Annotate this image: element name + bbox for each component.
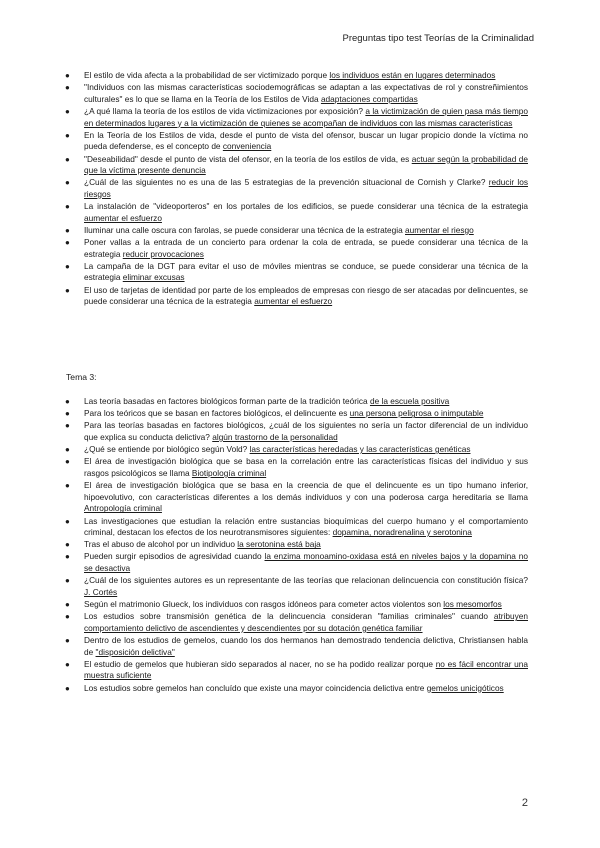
list-item [65, 599, 528, 611]
answer-text: no es fácil encontrar una muestra suficiente [84, 658, 528, 681]
answer-text: a la victimización de quien pasa más tiempo en determinados lugares y a la victimización de quienes se acompañan de individuos con las mismas características [84, 105, 528, 128]
bullet-icon: ● [65, 600, 70, 610]
list-item [65, 237, 528, 260]
list-item [65, 129, 528, 153]
bullet-icon: ● [65, 154, 70, 164]
question-text: En la Teoría de los Estilos de vida, desde el punto de vista del ofensor, buscar un lugar propicio donde la víctima no pueda defenderse, es el concepto de [84, 129, 528, 152]
bullet-icon: ● [65, 612, 70, 622]
answer-text: J. Cortés [84, 586, 118, 597]
question-text: Para las teorías basadas en factores biológicos, ¿cuál de los siguientes no sería un factor diferencial de un individuo que explica su conducta delictiva? [84, 420, 528, 442]
list-item [65, 635, 528, 658]
question-text: ¿A qué llama la teoría de los estilos de vida victimizaciones por exposición? [84, 105, 366, 116]
question-text: Dentro de los estudios de gemelos, cuando los dos hermanos han demostrado tendencia delictiva, Christiansen habla de [84, 635, 528, 657]
list-item [65, 284, 528, 308]
list-item [65, 611, 528, 634]
bullet-icon: ● [65, 516, 70, 526]
bullet-icon: ● [65, 130, 70, 140]
answer-text: Biotipología criminal [191, 467, 267, 478]
question-text: Tras el abuso de alcohol por un individuo [84, 539, 238, 550]
bullet-icon: ● [65, 178, 70, 188]
answer-text: gemelos unicigóticos [426, 682, 504, 693]
answer-text: los individuos están en lugares determinados [329, 70, 496, 80]
answer-text: algún trastorno de la personalidad [212, 431, 338, 442]
bullet-icon: ● [65, 421, 70, 431]
list-item [65, 224, 528, 237]
list-item [65, 105, 528, 129]
question-text: Las investigaciones que estudian la relación entre sustancias bioquímicas del cuerpo humano y el comportamiento criminal, destacan los efectos de los neurotransmisores siguientes: [84, 515, 528, 538]
bullet-icon: ● [65, 636, 70, 645]
bullet-icon: ● [65, 106, 70, 116]
question-text: Los estudios sobre gemelos han concluído que existe una mayor coincidencia delictiva entre [84, 682, 427, 693]
bullet-icon: ● [65, 683, 70, 693]
answer-text: atribuyen comportamiento delictivo de ascendientes y descendientes por su dotación genética familiar [84, 611, 528, 633]
list-item [65, 260, 528, 284]
answer-text: una persona peligrosa o inimputable [349, 408, 484, 419]
bullet-icon: ● [65, 659, 70, 669]
question-text: Iluminar una calle oscura con farolas, se puede considerar una técnica de la estrategia [84, 224, 406, 235]
question-text: ¿Qué se entiende por biológico según Vold? [84, 444, 250, 455]
question-text: El área de investigación biológica que se basa en la correlación entre las características físicas del individuo y sus rasgos psicológicos se llama [84, 456, 528, 478]
question-text: Las teoría basadas en factores biológicos forman parte de la tradición teórica [84, 396, 370, 406]
bullet-icon: ● [65, 83, 70, 93]
question-text: "Individuos con las mismas características sociodemográficas se adaptan a las expectativas de rol y constreñimientos culturales" es lo que se llama en la Teoría de los Estilos de Vida [84, 82, 528, 104]
bullet-icon: ● [65, 409, 70, 419]
bullet-icon: ● [65, 540, 70, 550]
answer-text: aumentar el esfuerzo [84, 212, 162, 223]
question-text: Poner vallas a la entrada de un concierto para ordenar la cola de entrada, se puede considerar una técnica de la estrategia [84, 237, 528, 259]
question-text: ¿Cuál de las siguientes no es una de las 5 estrategias de la prevención situacional de Cornish y Clarke? [84, 177, 489, 188]
bullet-icon: ● [65, 225, 70, 235]
answer-text: reducir los riesgos [84, 177, 528, 199]
list-item [65, 177, 528, 200]
answer-text: los mesomorfos [443, 599, 502, 610]
list-item [65, 456, 528, 479]
answer-text: aumentar el riesgo [405, 224, 474, 235]
list-item [65, 201, 528, 224]
bullet-icon: ● [65, 202, 70, 212]
list-item [65, 480, 528, 515]
answer-text: de la escuela positiva [369, 396, 450, 406]
question-text: Según el matrimonio Glueck, los individuos con rasgos idóneos para cometer actos violentos son [84, 599, 444, 610]
list-item [65, 682, 528, 695]
question-text: El área de investigación biológica que se basa en la creencia de que el delincuente es un tipo humano inferior, hipoevolutivo, con características diferentes a los demás individuos y con una poderosa carga hereditaria se llama [84, 480, 528, 502]
question-text: El estilo de vida afecta a la probabilidad de ser victimizado porque [84, 70, 330, 80]
question-text: El estudio de gemelos que hubieran sido separados al nacer, no se ha podido realizar porque [84, 658, 436, 669]
answer-text: reducir provocaciones [122, 248, 204, 259]
question-text: Pueden surgir episodios de agresividad cuando [84, 551, 265, 562]
list-item [65, 396, 528, 408]
list-item [65, 420, 528, 443]
list-item [65, 408, 528, 420]
question-list-2 [65, 396, 528, 695]
bullet-icon: ● [65, 238, 70, 248]
bullet-icon: ● [65, 576, 70, 586]
question-text: La campaña de la DGT para evitar el uso de móviles mientras se conduce, se puede considerar una técnica de la estrategia [84, 260, 528, 283]
bullet-icon: ● [65, 397, 70, 406]
question-text: Para los teóricos que se basan en factores biológicos, el delincuente es [84, 408, 350, 419]
list-item [65, 82, 528, 105]
answer-text: Antropología criminal [84, 503, 162, 514]
question-text: La instalación de "videoporteros" en los portales de los edificios, se puede considerar una técnica de la estrategia [84, 201, 528, 212]
answer-text: conveniencia [222, 141, 272, 152]
list-item [65, 153, 528, 177]
section-title: Tema 3: [66, 372, 97, 382]
list-item [65, 70, 528, 82]
bullet-icon: ● [65, 445, 70, 455]
bullet-icon: ● [65, 457, 70, 467]
answer-text: eliminar excusas [122, 272, 185, 283]
answer-text: las características heredadas y las características genéticas [249, 444, 471, 455]
list-item [65, 515, 528, 539]
list-item [65, 539, 528, 551]
bullet-icon: ● [65, 481, 70, 491]
list-item [65, 444, 528, 456]
page-number: 2 [521, 797, 528, 809]
question-text: El uso de tarjetas de identidad por parte de los empleados de empresas con riesgo de ser atacadas por delincuentes, se puede considerar una técnica de la estrategia [84, 284, 528, 307]
answer-text: la serotonina está baja [237, 539, 321, 550]
bullet-icon: ● [65, 285, 70, 295]
page-header: Preguntas tipo test Teorías de la Criminalidad [342, 33, 534, 44]
answer-text: actuar según la probabilidad de que la víctima presente denuncia [84, 153, 528, 176]
bullet-icon: ● [65, 552, 70, 562]
list-item [65, 551, 528, 574]
answer-text: la enzima monoamino-oxidasa está en niveles bajos y la dopamina no se desactiva [84, 551, 528, 574]
answer-text: "disposición delictiva" [95, 646, 175, 657]
answer-text: aumentar el esfuerzo [254, 296, 333, 307]
bullet-icon: ● [65, 261, 70, 271]
answer-text: adaptaciones compartidas [320, 93, 418, 104]
answer-text: dopamina, noradrenalina y serotonina [332, 527, 472, 538]
question-list-1 [65, 70, 528, 308]
question-text: Los estudios sobre transmisión genética de la delincuencia consideran "familias criminales" cuando [84, 611, 494, 622]
list-item [65, 575, 528, 598]
question-text: "Deseabilidad" desde el punto de vista del ofensor, en la teoría de los estilos de vida, es [84, 153, 412, 164]
question-text: ¿Cuál de los siguientes autores es un representante de las teorías que relacionan delincuencia con constitución física? [84, 575, 528, 586]
list-item [65, 658, 528, 682]
bullet-icon: ● [65, 71, 70, 80]
